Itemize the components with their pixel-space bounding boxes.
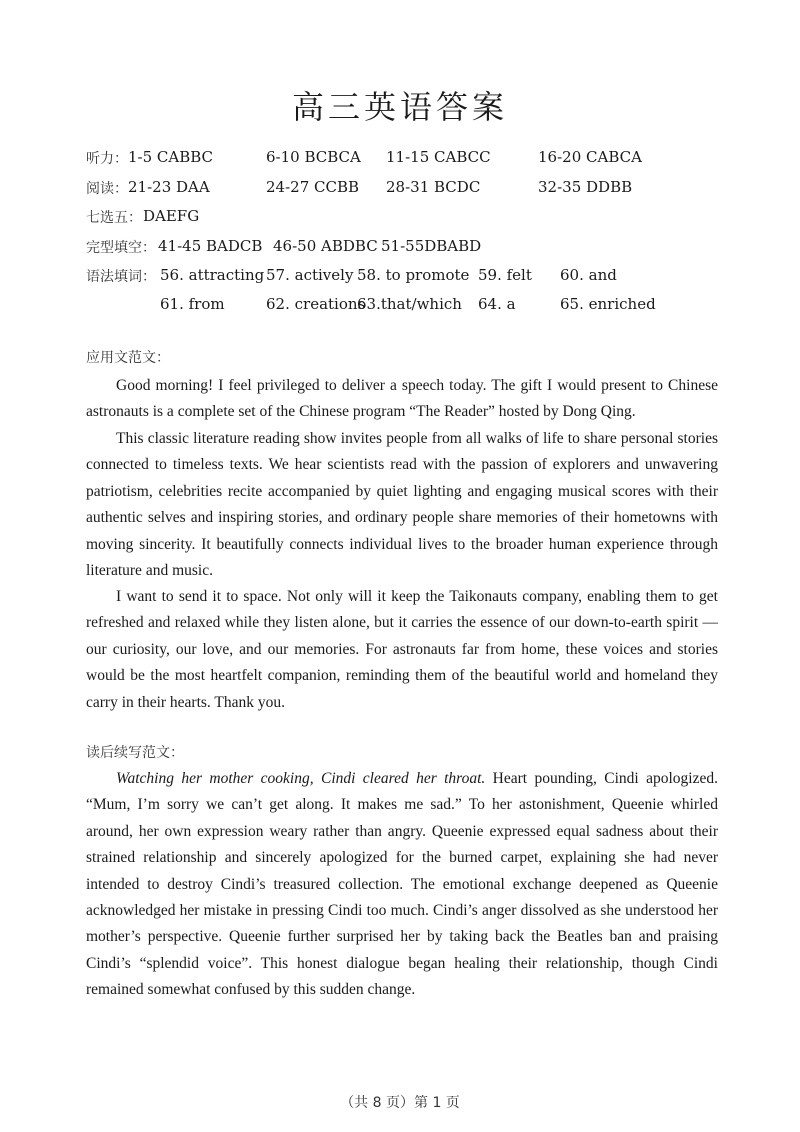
- seven-choose-five-label: 七选五：: [86, 210, 142, 226]
- answer-group: 57. actively: [266, 266, 354, 284]
- answer-group: 1-5 CABBC: [128, 148, 214, 166]
- answer-group: 6-10 BCBCA: [266, 148, 361, 166]
- practical-writing-heading: 应用文范文：: [86, 350, 170, 366]
- answer-group: 62. creations: [266, 295, 366, 313]
- answer-group: 60. and: [560, 266, 617, 284]
- continuation-body: Heart pounding, Cindi apologized. “Mum, I’m sorry we can’t get along. It makes me sad.” To her astonishment, Queenie whirled around, her own expression weary rather than angry. Queenie expressed equal sadness about their strained relationship and sincerely apologized for the burned carpet, explaining she had never intended to destroy Cindi’s treasured collection. The emotional exchange deepened as Queenie acknowledged her mistake in pressing Cindi too much. Cindi’s anger dissolved as she understood her mother’s perspective. Queenie further surprised her by taking back the Beatles ban and praising Cindi’s “splendid voice”. This honest dialogue began healing their relationship, though Cindi remained somewhat confused by this sudden change.: [86, 770, 718, 999]
- answer-group: 61. from: [160, 295, 225, 313]
- reading-label: 阅读：: [86, 181, 128, 197]
- answer-group: 51-55DBABD: [381, 237, 482, 255]
- listening-label: 听力：: [86, 151, 128, 167]
- answer-group: 24-27 CCBB: [266, 178, 360, 196]
- practical-writing-paragraph: This classic literature reading show invites people from all walks of life to share personal stories connected to timeless texts. We hear scientists read with the passion of explorers and unwavering patriotism, celebrities recite accompanied by quiet lighting and engaging musical scores with their authentic selves and inspiring stories, and ordinary people share memories of their hometowns with moving sincerity. It beautifully connects individual lives to the broader human experience through literature and music.: [86, 430, 718, 580]
- grammar-label: 语法填词：: [86, 269, 156, 285]
- answer-group: 11-15 CABCC: [386, 148, 491, 166]
- continuation-writing-heading: 读后续写范文：: [86, 745, 184, 761]
- page-footer: （共 8 页）第 1 页: [340, 1095, 460, 1111]
- cloze-label: 完型填空：: [86, 240, 156, 256]
- answer-group: 65. enriched: [560, 295, 656, 313]
- answer-group: DAEFG: [143, 207, 200, 225]
- practical-writing-paragraph: Good morning! I feel privileged to deliver a speech today. The gift I would present to Chinese astronauts is a complete set of the Chinese program “The Reader” hosted by Dong Qing.: [86, 377, 718, 421]
- continuation-writing-paragraph: [86, 766, 718, 1004]
- page-title: 高三英语答案: [291, 88, 508, 126]
- answer-group: 59. felt: [478, 266, 532, 284]
- answer-group: 63.that/which: [357, 295, 462, 313]
- answer-group: 21-23 DAA: [128, 178, 210, 196]
- answer-group: 32-35 DDBB: [538, 178, 633, 196]
- answer-group: 56. attracting: [160, 266, 265, 284]
- answer-group: 58. to promote: [357, 266, 470, 284]
- answer-group: 46-50 ABDBC: [273, 237, 378, 255]
- answer-group: 64. a: [478, 295, 516, 313]
- answer-group: 28-31 BCDC: [386, 178, 481, 196]
- answer-group: 41-45 BADCB: [158, 237, 263, 255]
- answer-group: 16-20 CABCA: [538, 148, 642, 166]
- practical-writing-paragraph: I want to send it to space. Not only will it keep the Taikonauts company, enabling them to get refreshed and relaxed while they listen alone, but it carries the essence of our down-to-earth spirit — our curiosity, our love, and our memories. For astronauts far from home, these voices and stories would be the most heartfelt companion, reminding them of the beautiful world and homeland they carry in their hearts. Thank you.: [86, 588, 718, 711]
- opening-sentence: Watching her mother cooking, Cindi cleared her throat.: [116, 770, 486, 787]
